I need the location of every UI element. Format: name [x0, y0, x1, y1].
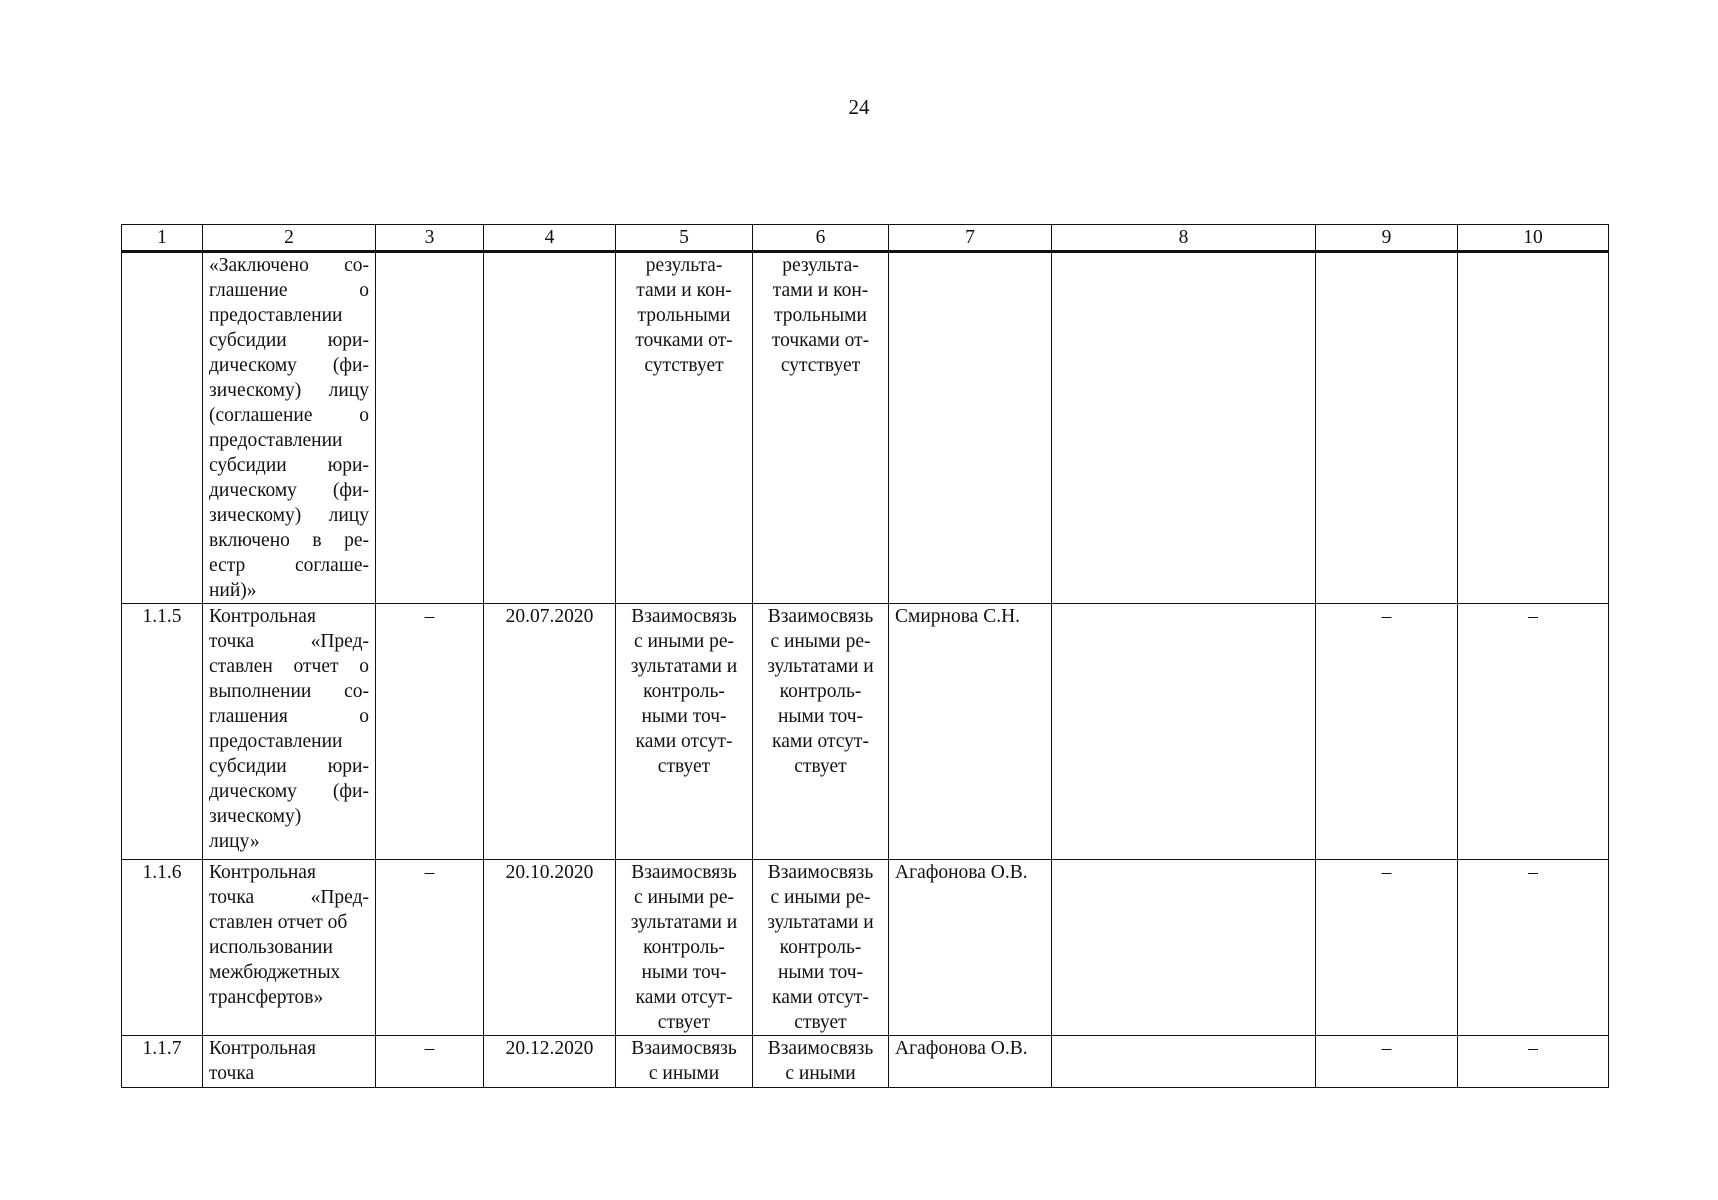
- row-number-cell: 1.1.5: [122, 604, 203, 860]
- relation-line: контроль-: [779, 937, 862, 958]
- relation-line: ствует: [794, 1012, 847, 1033]
- header-cell-4: 4: [484, 225, 616, 252]
- relation-line: контроль-: [643, 937, 725, 958]
- relation-line: ными точ-: [778, 706, 863, 727]
- name-line: дическому (фи-: [209, 781, 369, 802]
- name-line: включено в ре-: [209, 530, 369, 551]
- relation-line: Взаимосвязь: [767, 862, 874, 883]
- name-line: зическому) лицу: [209, 380, 369, 401]
- name-line: точка «Пред-: [209, 887, 369, 908]
- relation-line: с иными ре-: [770, 887, 871, 908]
- date-cell: 20.12.2020: [484, 1036, 616, 1088]
- name-line: предоставлении: [209, 430, 343, 451]
- header-cell-7: 7: [889, 225, 1052, 252]
- name-line: точка «Пред-: [209, 631, 369, 652]
- header-cell-2: 2: [203, 225, 376, 252]
- responsible-cell: Смирнова С.Н.: [889, 604, 1052, 860]
- relation-line: зультатами и: [630, 912, 738, 933]
- page-number: 24: [848, 95, 870, 119]
- relation-line: ками отсут-: [635, 987, 733, 1008]
- name-line: естр соглаше-: [209, 555, 369, 576]
- relation-line: тами и кон-: [636, 280, 732, 301]
- relation-line: с иными ре-: [633, 887, 735, 908]
- date-cell: 20.10.2020: [484, 860, 616, 1036]
- name-line: субсидии юри-: [209, 330, 369, 351]
- col3-cell: –: [376, 604, 484, 860]
- header-cell-3: 3: [376, 225, 484, 252]
- col10-cell: [1458, 252, 1609, 604]
- relation-line: результа-: [782, 255, 859, 276]
- col3-cell: [376, 252, 484, 604]
- relation-line: ными точ-: [641, 706, 727, 727]
- header-cell-5: 5: [616, 225, 753, 252]
- relation-line: контроль-: [779, 681, 862, 702]
- row-number-cell: [122, 252, 203, 604]
- name-line: зическому): [209, 806, 302, 827]
- relation-line: сутствует: [780, 355, 861, 376]
- relation-line: Взаимосвязь: [767, 606, 874, 627]
- relation-line: контроль-: [643, 681, 725, 702]
- responsible-cell: Агафонова О.В.: [889, 1036, 1052, 1088]
- name-line: точка: [209, 1063, 255, 1084]
- relation-line: с иными ре-: [770, 631, 871, 652]
- header-cell-6: 6: [753, 225, 889, 252]
- relation-line: Взаимосвязь: [767, 1038, 874, 1059]
- header-cell-9: 9: [1316, 225, 1458, 252]
- relation-line: сутствует: [644, 355, 724, 376]
- header-cell-10: 10: [1458, 225, 1609, 252]
- name-line: субсидии юри-: [209, 756, 369, 777]
- relation-cell-5: [616, 1036, 753, 1088]
- relation-cell-6: [753, 604, 889, 860]
- relation-line: ствует: [657, 1012, 711, 1033]
- col9-cell: –: [1316, 860, 1458, 1036]
- table-body: [122, 225, 1609, 1088]
- relation-line: трольными: [774, 305, 867, 326]
- col9-cell: –: [1316, 604, 1458, 860]
- relation-line: зультатами и: [767, 912, 874, 933]
- relation-cell-6: [753, 860, 889, 1036]
- relation-line: точками от-: [635, 330, 733, 351]
- plan-table: [121, 224, 1609, 1088]
- relation-line: Взаимосвязь: [631, 862, 737, 883]
- col8-cell: [1052, 1036, 1316, 1088]
- relation-cell-6: [753, 1036, 889, 1088]
- name-line: ний)»: [209, 580, 257, 601]
- col8-cell: [1052, 252, 1316, 604]
- relation-line: ками отсут-: [635, 731, 733, 752]
- relation-line: тами и кон-: [772, 280, 869, 301]
- row-name-cell: [203, 252, 376, 604]
- table-row: [122, 252, 1609, 604]
- table-row: [122, 604, 1609, 860]
- relation-cell-5: [616, 604, 753, 860]
- name-line: глашение о: [209, 280, 369, 301]
- responsible-cell: Агафонова О.В.: [889, 860, 1052, 1036]
- name-line: субсидии юри-: [209, 455, 369, 476]
- name-line: глашения о: [209, 706, 369, 727]
- name-line: трансфертов»: [209, 987, 324, 1008]
- row-number-cell: 1.1.6: [122, 860, 203, 1036]
- col8-cell: [1052, 604, 1316, 860]
- col10-cell: –: [1458, 860, 1609, 1036]
- relation-line: Взаимосвязь: [631, 606, 737, 627]
- relation-line: ствует: [794, 756, 847, 777]
- name-line: ставлен отчет об: [209, 912, 348, 933]
- name-line: предоставлении: [209, 305, 343, 326]
- relation-line: ками отсут-: [772, 731, 869, 752]
- name-line: Контрольная: [209, 1038, 316, 1059]
- date-cell: 20.07.2020: [484, 604, 616, 860]
- name-line: «Заключено со-: [209, 255, 369, 276]
- row-name-cell: [203, 604, 376, 860]
- relation-line: с иными ре-: [633, 631, 735, 652]
- header-cell-8: 8: [1052, 225, 1316, 252]
- name-line: Контрольная: [209, 862, 316, 883]
- relation-line: Взаимосвязь: [631, 1038, 737, 1059]
- relation-cell-6: [753, 252, 889, 604]
- row-name-cell: [203, 1036, 376, 1088]
- name-line: зическому) лицу: [209, 505, 369, 526]
- relation-cell-5: [616, 252, 753, 604]
- col8-cell: [1052, 860, 1316, 1036]
- name-line: (соглашение о: [209, 405, 369, 426]
- name-line: ставлен отчет о: [209, 656, 369, 677]
- relation-line: ствует: [657, 756, 711, 777]
- relation-line: ными точ-: [641, 962, 727, 983]
- row-name-cell: [203, 860, 376, 1036]
- date-cell: [484, 252, 616, 604]
- name-line: использовании: [209, 937, 333, 958]
- header-cell-1: 1: [122, 225, 203, 252]
- table-row: [122, 1036, 1609, 1088]
- relation-line: с иными: [648, 1063, 720, 1084]
- relation-line: ками отсут-: [772, 987, 869, 1008]
- relation-line: точками от-: [771, 330, 870, 351]
- col10-cell: –: [1458, 1036, 1609, 1088]
- row-number-cell: 1.1.7: [122, 1036, 203, 1088]
- col9-cell: [1316, 252, 1458, 604]
- name-line: выполнении со-: [209, 681, 369, 702]
- name-line: предоставлении: [209, 731, 343, 752]
- col9-cell: –: [1316, 1036, 1458, 1088]
- col3-cell: –: [376, 860, 484, 1036]
- col10-cell: –: [1458, 604, 1609, 860]
- table-row: [122, 860, 1609, 1036]
- name-line: дическому (фи-: [209, 480, 369, 501]
- relation-line: результа-: [645, 255, 723, 276]
- relation-line: зультатами и: [630, 656, 738, 677]
- relation-line: ными точ-: [778, 962, 863, 983]
- relation-line: зультатами и: [767, 656, 874, 677]
- name-line: лицу»: [209, 831, 260, 852]
- responsible-cell: [889, 252, 1052, 604]
- name-line: Контрольная: [209, 606, 316, 627]
- table-header-row: [122, 225, 1609, 252]
- name-line: дическому (фи-: [209, 355, 369, 376]
- relation-line: с иными: [785, 1063, 856, 1084]
- col3-cell: –: [376, 1036, 484, 1088]
- name-line: межбюджетных: [209, 962, 341, 983]
- relation-line: трольными: [637, 305, 731, 326]
- relation-cell-5: [616, 860, 753, 1036]
